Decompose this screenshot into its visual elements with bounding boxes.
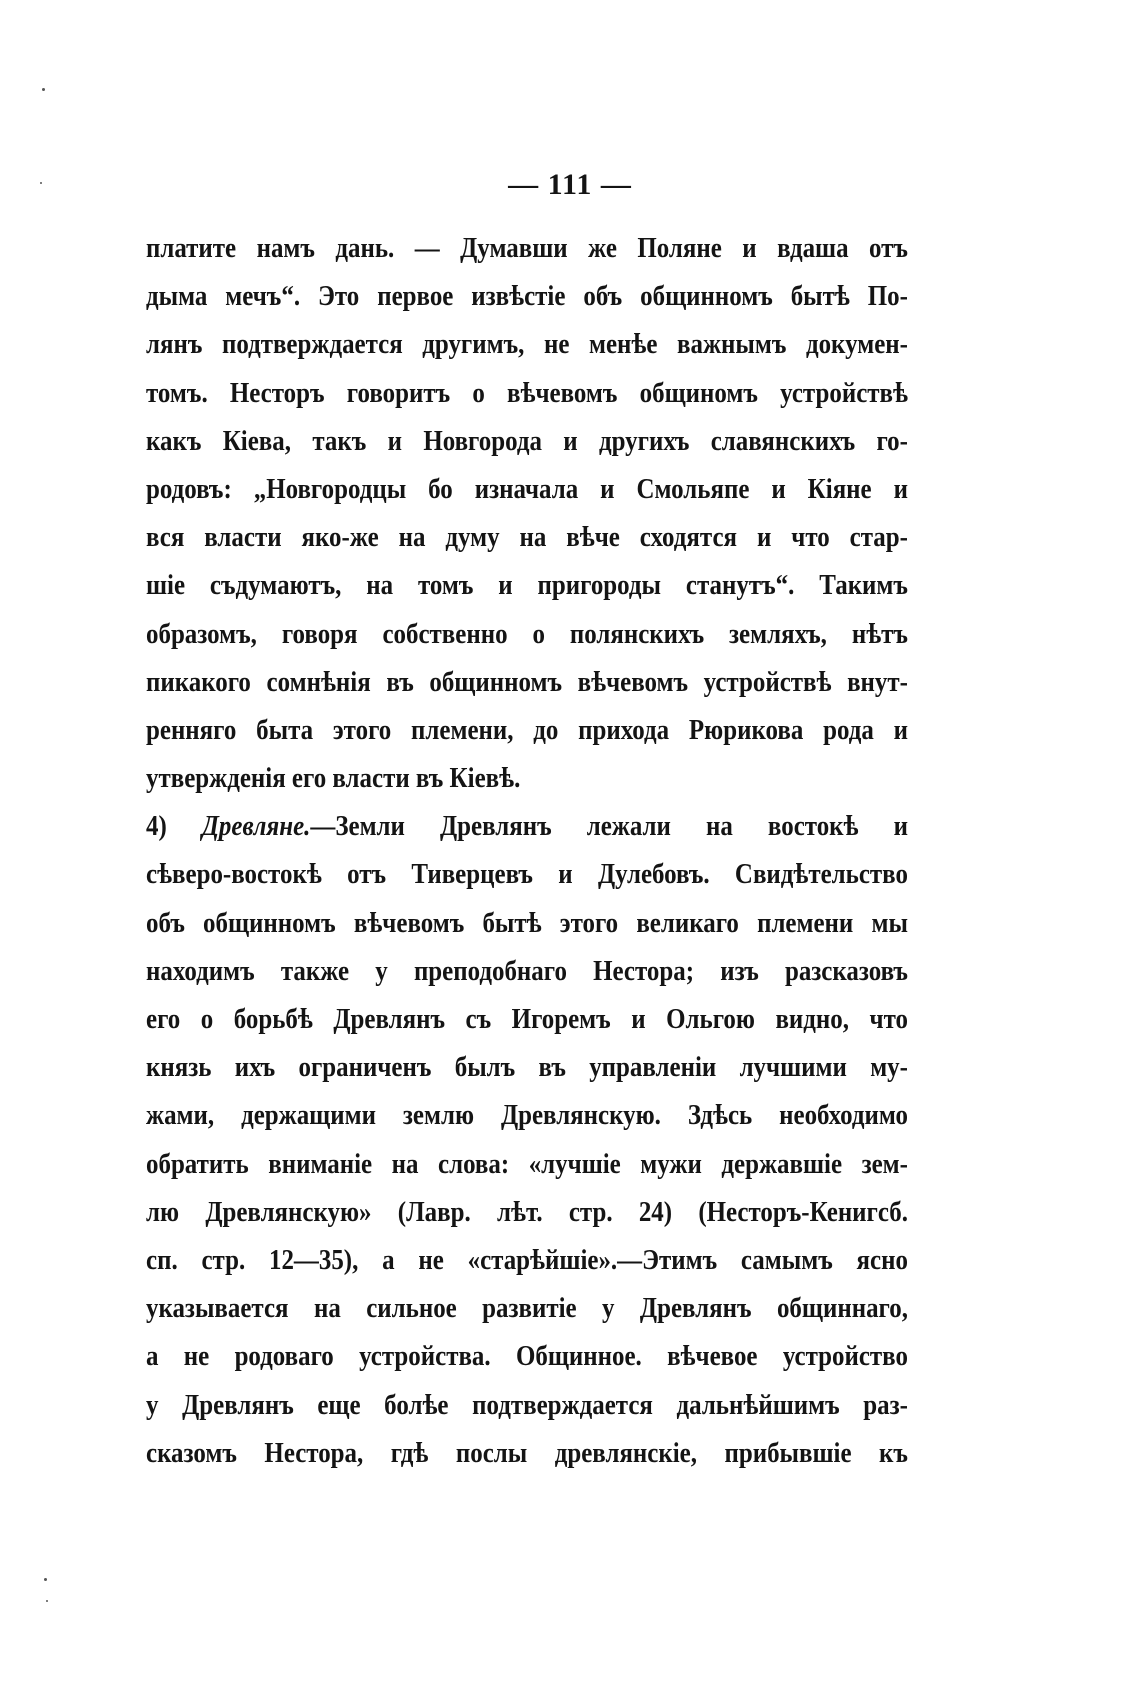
section-first-line-text: —Земли Древлянъ лежали на востокѣ и — [310, 810, 908, 843]
text-line: сказомъ Нестора, гдѣ послы древлянскіе, прибывшіе къ — [146, 1436, 908, 1469]
text-line: князь ихъ ограниченъ былъ въ управленіи лучшими му- — [146, 1051, 908, 1084]
text-line: платите намъ дань. — Думавши же Поляне и вдаша отъ — [146, 232, 908, 264]
text-line: дыма мечъ“. Это первое извѣстіе объ общинномъ бытѣ По- — [146, 280, 908, 313]
text-line: пикакого сомнѣнія въ общинномъ вѣчевомъ устройствѣ внут- — [146, 665, 908, 698]
text-line: его о борьбѣ Древлянъ съ Игоремъ и Ольгою видно, что — [146, 1003, 908, 1035]
text-line: образомъ, говоря собственно о полянскихъ земляхъ, нѣтъ — [146, 617, 908, 650]
text-line: утвержденія его власти въ Кіевѣ. — [146, 762, 521, 795]
print-speck — [44, 1578, 47, 1581]
text-line: а не родоваго устройства. Общинное. вѣчевое устройство — [146, 1340, 908, 1373]
print-speck — [42, 88, 45, 91]
text-line: ренняго быта этого племени, до прихода Рюрикова рода и — [146, 713, 908, 746]
text-line: какъ Кіева, такъ и Новгорода и другихъ славянскихъ го- — [146, 424, 908, 457]
text-line: объ общинномъ вѣчевомъ бытѣ этого великаго племени мы — [146, 906, 908, 939]
text-line: обратить вниманіе на слова: «лучшіе мужи державшіе зем- — [146, 1147, 908, 1180]
text-line: вся власти яко-же на думу на вѣче сходятся и что стар- — [146, 521, 908, 554]
text-line: томъ. Несторъ говоритъ о вѣчевомъ общиномъ устройствѣ — [146, 376, 908, 409]
section-number: 4) — [146, 810, 167, 843]
section-heading: Древляне. — [201, 810, 311, 843]
text-line: сп. стр. 12—35), а не «старѣйшіе».—Этимъ самымъ ясно — [146, 1243, 908, 1276]
text-line: родовъ: „Новгородцы бо изначала и Смольяпе и Кіяне и — [146, 472, 908, 505]
print-speck — [46, 1600, 48, 1602]
text-line: у Древлянъ еще болѣе подтверждается дальнѣйшимъ раз- — [146, 1388, 908, 1421]
section-4-first-line — [146, 802, 908, 850]
text-line: указывается на сильное развитіе у Древлянъ общиннаго, — [146, 1292, 908, 1325]
page-number: — 111 — — [508, 168, 632, 201]
text-line: сѣверо-востокѣ отъ Тиверцевъ и Дулебовъ. Свидѣтельство — [146, 858, 908, 891]
body-text — [146, 224, 908, 1477]
text-line: жами, держащими землю Древлянскую. Здѣсь необходимо — [146, 1099, 908, 1132]
text-line: лянъ подтверждается другимъ, не менѣе важнымъ докумен- — [146, 328, 908, 361]
text-line: находимъ также у преподобнаго Нестора; изъ разсказовъ — [146, 954, 908, 987]
text-line: шіе съдумаютъ, на томъ и пригороды станутъ“. Такимъ — [146, 569, 908, 602]
text-line: лю Древлянскую» (Лавр. лѣт. стр. 24) (Несторъ-Кенигсб. — [146, 1195, 908, 1228]
